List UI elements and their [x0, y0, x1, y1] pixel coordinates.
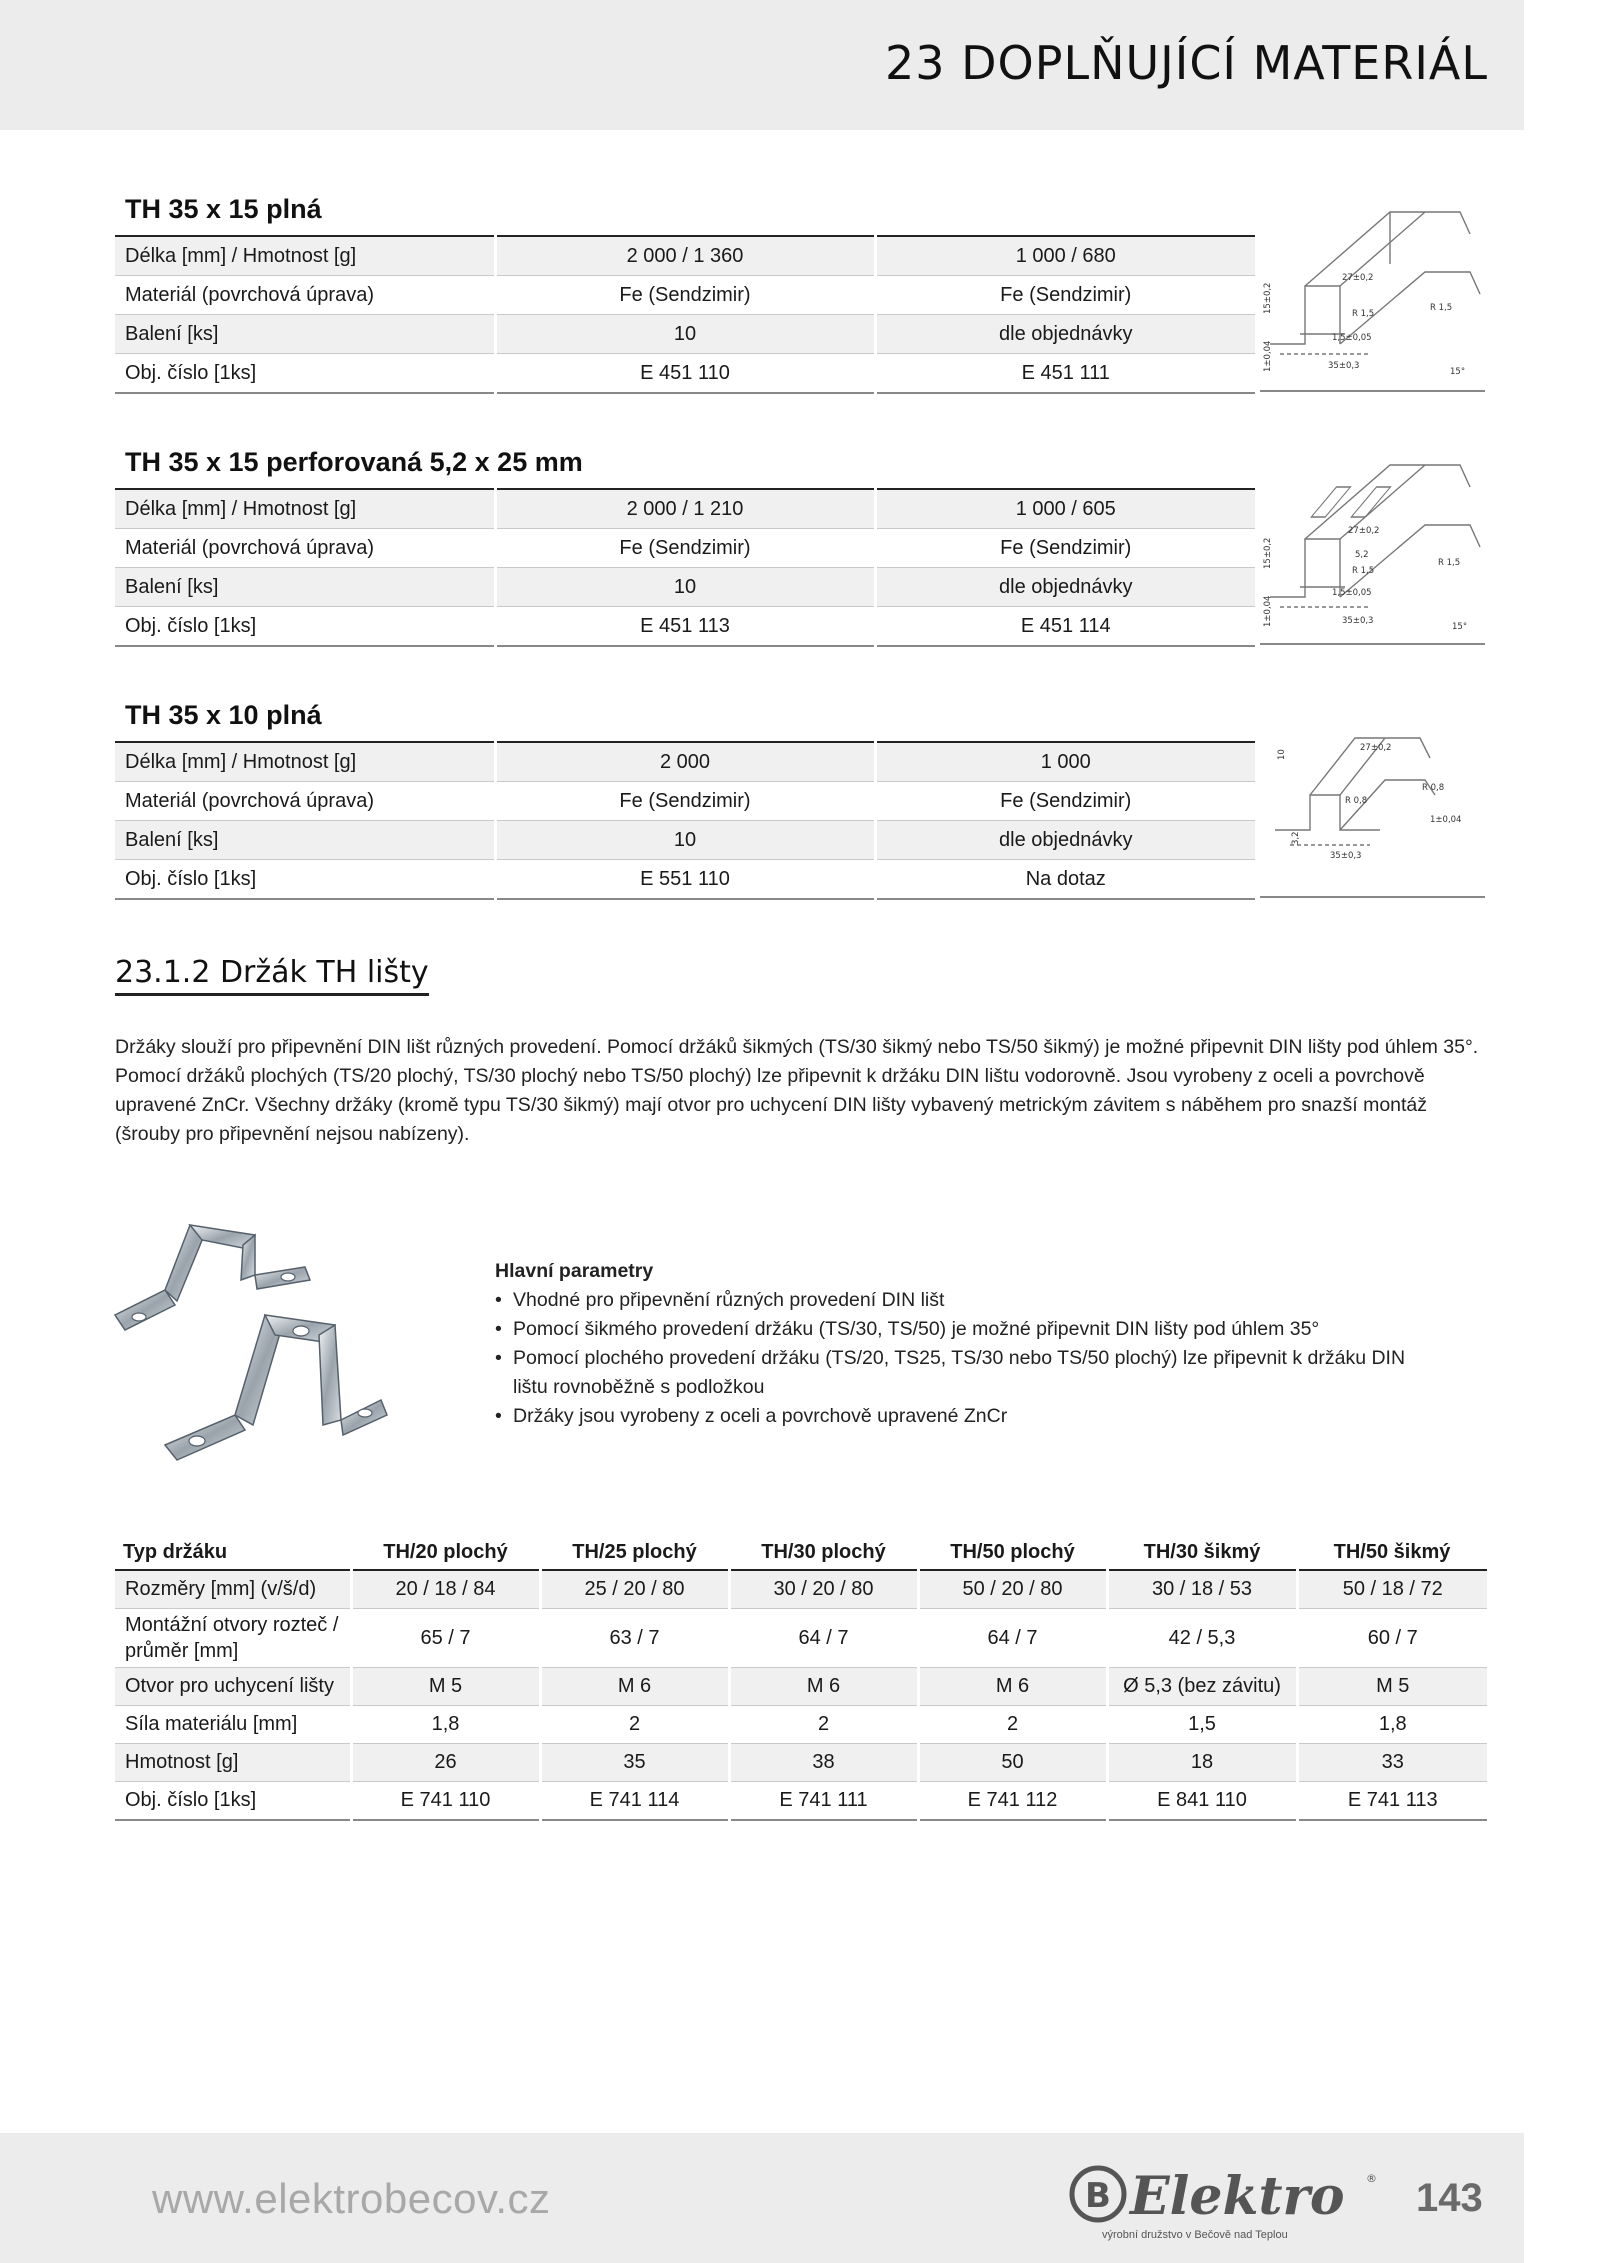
- dim-label: R 1,5: [1352, 566, 1375, 576]
- table-row: [115, 1706, 1487, 1744]
- dim-label: 1,5±0,05: [1332, 588, 1372, 598]
- cell: M 5: [351, 1668, 540, 1706]
- cell: M 6: [540, 1668, 729, 1706]
- row-label: Montážní otvory rozteč / průměr [mm]: [115, 1609, 351, 1668]
- column-header: TH/30 plochý: [729, 1535, 918, 1570]
- cell: 50: [918, 1744, 1107, 1782]
- cell: 10: [495, 821, 875, 860]
- cell: 60 / 7: [1297, 1609, 1487, 1668]
- table-row: [115, 742, 1255, 782]
- dim-label: R 1,5: [1438, 558, 1461, 568]
- cell: 35: [540, 1744, 729, 1782]
- list-item: • Pomocí plochého provedení držáku (TS/20, TS25, TS/30 nebo TS/50 plochý) lze připevnit k držáku DIN lištu rovnoběžně s podložkou: [495, 1344, 1435, 1402]
- cell: Na dotaz: [875, 860, 1255, 900]
- bracket-spec-table: [115, 1535, 1487, 1821]
- cell: M 6: [729, 1668, 918, 1706]
- rail-drawing-svg: [1260, 194, 1485, 390]
- dim-label: 3,2: [1291, 831, 1301, 845]
- cell: E 741 110: [351, 1782, 540, 1821]
- cell: dle objednávky: [875, 315, 1255, 354]
- page-number: 143: [1416, 2176, 1483, 2220]
- section-heading: 23.1.2 Držák TH lišty: [115, 955, 429, 996]
- row-label: Síla materiálu [mm]: [115, 1706, 351, 1744]
- row-label: Otvor pro uchycení lišty: [115, 1668, 351, 1706]
- table-row: [115, 236, 1255, 276]
- cell: E 451 114: [875, 607, 1255, 647]
- cell: Ø 5,3 (bez závitu): [1107, 1668, 1297, 1706]
- row-label: Obj. číslo [1ks]: [115, 860, 495, 900]
- footer-website-link[interactable]: www.elektrobecov.cz: [152, 2175, 551, 2222]
- row-label: Balení [ks]: [115, 821, 495, 860]
- cell: 1 000: [875, 742, 1255, 782]
- list-item: • Pomocí šikmého provedení držáku (TS/30, TS/50) je možné připevnit DIN lišty pod úhlem 35°: [495, 1315, 1435, 1344]
- table-row: [115, 1782, 1487, 1821]
- row-label: Materiál (povrchová úprava): [115, 529, 495, 568]
- params-title: Hlavní parametry: [495, 1260, 654, 1282]
- cell: 20 / 18 / 84: [351, 1570, 540, 1609]
- cell: 1,5: [1107, 1706, 1297, 1744]
- cell: 50 / 18 / 72: [1297, 1570, 1487, 1609]
- table-row: [115, 276, 1255, 315]
- column-header: Typ držáku: [115, 1535, 351, 1570]
- cell: Fe (Sendzimir): [495, 529, 875, 568]
- logo-text: Elektro: [1130, 2166, 1345, 2227]
- cell: Fe (Sendzimir): [495, 276, 875, 315]
- table-row: [115, 315, 1255, 354]
- cell: 1,8: [351, 1706, 540, 1744]
- column-header: TH/20 plochý: [351, 1535, 540, 1570]
- logo-subtitle: výrobní družstvo v Bečově nad Teplou: [1102, 2229, 1288, 2241]
- bracket-illustration: [105, 1205, 390, 1475]
- dim-label: 35±0,3: [1330, 851, 1362, 861]
- dim-label: 15±0,2: [1263, 537, 1273, 569]
- cell: Fe (Sendzimir): [495, 782, 875, 821]
- row-label: Balení [ks]: [115, 568, 495, 607]
- cell: 18: [1107, 1744, 1297, 1782]
- rail-title: TH 35 x 15 perforovaná 5,2 x 25 mm: [125, 447, 583, 477]
- row-label: Délka [mm] / Hmotnost [g]: [115, 742, 495, 782]
- intro-paragraph: Držáky slouží pro připevnění DIN lišt různých provedení. Pomocí držáků šikmých (TS/30 šikmý nebo TS/50 šikmý) je možné připevnit DIN lišty pod úhlem 35°. Pomocí držáků plochých (TS/20 plochý, TS/30 plochý nebo TS/50 plochý) lze připevnit k držáku DIN lištu vodorovně. Jsou vyrobeny z oceli a povrchově upravené ZnCr. Všechny držáky (kromě typu TS/30 šikmý) mají otvor pro uchycení DIN lišty vybavený metrickým závitem s náběhem pro snazší montáž (šrouby pro připevnění nejsou nabízeny).: [115, 1036, 1479, 1145]
- list-item: • Vhodné pro připevnění různých provedení DIN lišt: [495, 1286, 1435, 1315]
- table-row: [115, 1570, 1487, 1609]
- table-row: [115, 489, 1255, 529]
- table-row: [115, 607, 1255, 647]
- svg-text:B: B: [1085, 2176, 1111, 2216]
- row-label: Délka [mm] / Hmotnost [g]: [115, 489, 495, 529]
- dim-label: 1,5±0,05: [1332, 333, 1372, 343]
- cell: 10: [495, 315, 875, 354]
- cell: Fe (Sendzimir): [875, 276, 1255, 315]
- cell: E 741 111: [729, 1782, 918, 1821]
- table-row: [115, 1609, 1487, 1668]
- cell: E 451 111: [875, 354, 1255, 394]
- row-label: Délka [mm] / Hmotnost [g]: [115, 236, 495, 276]
- cell: 2: [540, 1706, 729, 1744]
- dim-label: R 0,8: [1422, 783, 1445, 793]
- dim-label: 15±0,2: [1263, 282, 1273, 314]
- dim-label: R 1,5: [1430, 303, 1453, 313]
- rail-table: [115, 235, 1255, 394]
- column-header: TH/30 šikmý: [1107, 1535, 1297, 1570]
- dim-label: 1±0,04: [1263, 340, 1273, 372]
- dim-label: 15°: [1450, 367, 1466, 377]
- table-row: [115, 860, 1255, 900]
- rail-title: TH 35 x 15 plná: [125, 194, 322, 224]
- cell: 64 / 7: [729, 1609, 918, 1668]
- cell: M 6: [918, 1668, 1107, 1706]
- cell: 63 / 7: [540, 1609, 729, 1668]
- params-list: [495, 1286, 1435, 1431]
- bracket-product-image: [105, 1205, 390, 1475]
- cell: Fe (Sendzimir): [875, 782, 1255, 821]
- cell: 10: [495, 568, 875, 607]
- cell: E 741 113: [1297, 1782, 1487, 1821]
- cell: 50 / 20 / 80: [918, 1570, 1107, 1609]
- cell: 65 / 7: [351, 1609, 540, 1668]
- dim-label: 1±0,04: [1263, 595, 1273, 627]
- main-parameters: [495, 1257, 1435, 1431]
- table-row: [115, 354, 1255, 394]
- column-header: TH/50 šikmý: [1297, 1535, 1487, 1570]
- column-header: TH/25 plochý: [540, 1535, 729, 1570]
- dim-label: 27±0,2: [1342, 273, 1374, 283]
- rail-drawing-svg: [1260, 447, 1485, 643]
- cell: E 451 113: [495, 607, 875, 647]
- row-label: Hmotnost [g]: [115, 1744, 351, 1782]
- cell: 2 000 / 1 360: [495, 236, 875, 276]
- dim-label: 35±0,3: [1342, 616, 1374, 626]
- cell: E 741 114: [540, 1782, 729, 1821]
- rail-title: TH 35 x 10 plná: [125, 700, 322, 730]
- table-row: [115, 1744, 1487, 1782]
- dim-label: 35±0,3: [1328, 361, 1360, 371]
- row-label: Materiál (povrchová úprava): [115, 276, 495, 315]
- cell: E 451 110: [495, 354, 875, 394]
- row-label: Materiál (povrchová úprava): [115, 782, 495, 821]
- table-row: [115, 568, 1255, 607]
- cell: 42 / 5,3: [1107, 1609, 1297, 1668]
- row-label: Obj. číslo [1ks]: [115, 607, 495, 647]
- table-header-row: [115, 1535, 1487, 1570]
- row-label: Obj. číslo [1ks]: [115, 354, 495, 394]
- row-label: Obj. číslo [1ks]: [115, 1782, 351, 1821]
- dim-label: R 1,5: [1352, 309, 1375, 319]
- cell: 30 / 18 / 53: [1107, 1570, 1297, 1609]
- row-label: Rozměry [mm] (v/š/d): [115, 1570, 351, 1609]
- rail-technical-drawing: [1260, 447, 1485, 645]
- cell: 1 000 / 605: [875, 489, 1255, 529]
- dim-label: 5,2: [1355, 550, 1369, 560]
- dim-label: 15°: [1452, 622, 1468, 632]
- cell: E 841 110: [1107, 1782, 1297, 1821]
- cell: 25 / 20 / 80: [540, 1570, 729, 1609]
- rail-drawing-svg: [1260, 700, 1485, 896]
- table-row: [115, 529, 1255, 568]
- dim-label: R 0,8: [1345, 796, 1368, 806]
- cell: 2: [729, 1706, 918, 1744]
- cell: E 741 112: [918, 1782, 1107, 1821]
- table-row: [115, 821, 1255, 860]
- chapter-title: 23 DOPLŇUJÍCÍ MATERIÁL: [884, 36, 1488, 90]
- cell: Fe (Sendzimir): [875, 529, 1255, 568]
- cell: 2 000 / 1 210: [495, 489, 875, 529]
- dim-label: 27±0,2: [1348, 526, 1380, 536]
- dim-label: 1±0,04: [1430, 815, 1462, 825]
- table-row: [115, 782, 1255, 821]
- cell: 2: [918, 1706, 1107, 1744]
- cell: 64 / 7: [918, 1609, 1107, 1668]
- cell: 38: [729, 1744, 918, 1782]
- cell: 33: [1297, 1744, 1487, 1782]
- rail-technical-drawing: [1260, 700, 1485, 898]
- rail-table: [115, 741, 1255, 900]
- cell: 1,8: [1297, 1706, 1487, 1744]
- dim-label: 27±0,2: [1360, 743, 1392, 753]
- dim-label: 10: [1277, 749, 1287, 760]
- column-header: TH/50 plochý: [918, 1535, 1107, 1570]
- cell: 2 000: [495, 742, 875, 782]
- list-item: • Držáky jsou vyrobeny z oceli a povrchově upravené ZnCr: [495, 1402, 1435, 1431]
- svg-text:®: ®: [1366, 2172, 1377, 2185]
- cell: dle objednávky: [875, 568, 1255, 607]
- cell: dle objednávky: [875, 821, 1255, 860]
- cell: 1 000 / 680: [875, 236, 1255, 276]
- cell: E 551 110: [495, 860, 875, 900]
- cell: 30 / 20 / 80: [729, 1570, 918, 1609]
- rail-technical-drawing: [1260, 194, 1485, 392]
- table-row: [115, 1668, 1487, 1706]
- rail-table: [115, 488, 1255, 647]
- cell: 26: [351, 1744, 540, 1782]
- row-label: Balení [ks]: [115, 315, 495, 354]
- cell: M 5: [1297, 1668, 1487, 1706]
